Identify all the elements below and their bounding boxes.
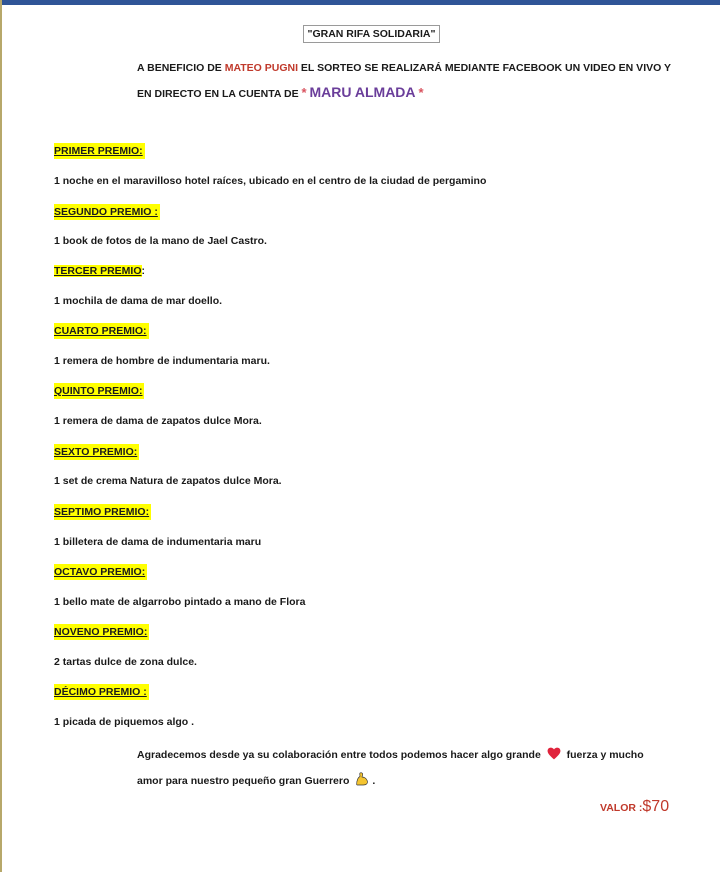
closing-text-1: Agradecemos desde ya su colaboración entre todos podemos hacer algo grande	[137, 749, 541, 761]
prize-label-9: NOVENO PREMIO:	[54, 626, 148, 638]
closing-text-end: .	[372, 775, 376, 787]
price-block	[600, 798, 669, 816]
prize-label-5: QUINTO PREMIO:	[54, 385, 143, 397]
prize-desc-1: 1 noche en el maravilloso hotel raíces, ubicado en el centro de la ciudad de pergamino	[54, 175, 487, 187]
prize-desc-10: 1 picada de piquemos algo .	[54, 716, 195, 728]
prize-label-3-wrap	[54, 264, 145, 278]
beneficiary-name: MATEO PUGNI	[224, 62, 299, 74]
flexed-biceps-icon	[354, 771, 370, 787]
heart-icon	[547, 747, 561, 760]
prize-label-4: CUARTO PREMIO:	[54, 325, 147, 337]
prize-desc-8: 1 bello mate de algarrobo pintado a mano de Flora	[54, 596, 306, 608]
prize-label-7: SEPTIMO PREMIO:	[54, 506, 150, 518]
prize-label-2: SEGUNDO PREMIO :	[54, 206, 158, 218]
prize-desc-2: 1 book de fotos de la mano de Jael Castro.	[54, 235, 267, 247]
prize-desc-6: 1 set de crema Natura de zapatos dulce Mora.	[54, 475, 282, 487]
closing-paragraph	[137, 742, 657, 794]
price-label: VALOR :	[600, 802, 643, 814]
star-left: *	[301, 85, 307, 100]
prize-label-3-colon: :	[141, 265, 146, 277]
prize-label-8: OCTAVO PREMIO:	[54, 566, 146, 578]
intro-text-1: A BENEFICIO DE	[137, 62, 225, 74]
prize-label-6: SEXTO PREMIO:	[54, 446, 138, 458]
account-name: MARU ALMADA	[309, 84, 416, 100]
prize-desc-9: 2 tartas dulce de zona dulce.	[54, 656, 197, 668]
prize-desc-3: 1 mochila de dama de mar doello.	[54, 295, 223, 307]
closing-text-2: fuerza y mucho amor para nuestro pequeño gran Guerrero	[137, 749, 644, 787]
prize-desc-7: 1 billetera de dama de indumentaria maru	[54, 536, 262, 548]
star-right: *	[418, 85, 424, 100]
prize-desc-4: 1 remera de hombre de indumentaria maru.	[54, 355, 270, 367]
document-title: "GRAN RIFA SOLIDARIA"	[303, 25, 440, 43]
intro-paragraph	[137, 56, 677, 106]
prize-desc-5: 1 remera de dama de zapatos dulce Mora.	[54, 415, 262, 427]
intro-text-2: EL SORTEO SE REALIZARÁ MEDIANTE FACEBOOK UN VIDEO EN VIVO Y EN DIRECTO EN LA CUENTA DE	[137, 62, 671, 100]
prize-label-10: DÉCIMO PREMIO :	[54, 686, 147, 698]
prize-label-1: PRIMER PREMIO:	[54, 145, 143, 157]
prize-label-3: TERCER PREMIO	[54, 265, 142, 277]
price-amount: $70	[642, 798, 670, 815]
